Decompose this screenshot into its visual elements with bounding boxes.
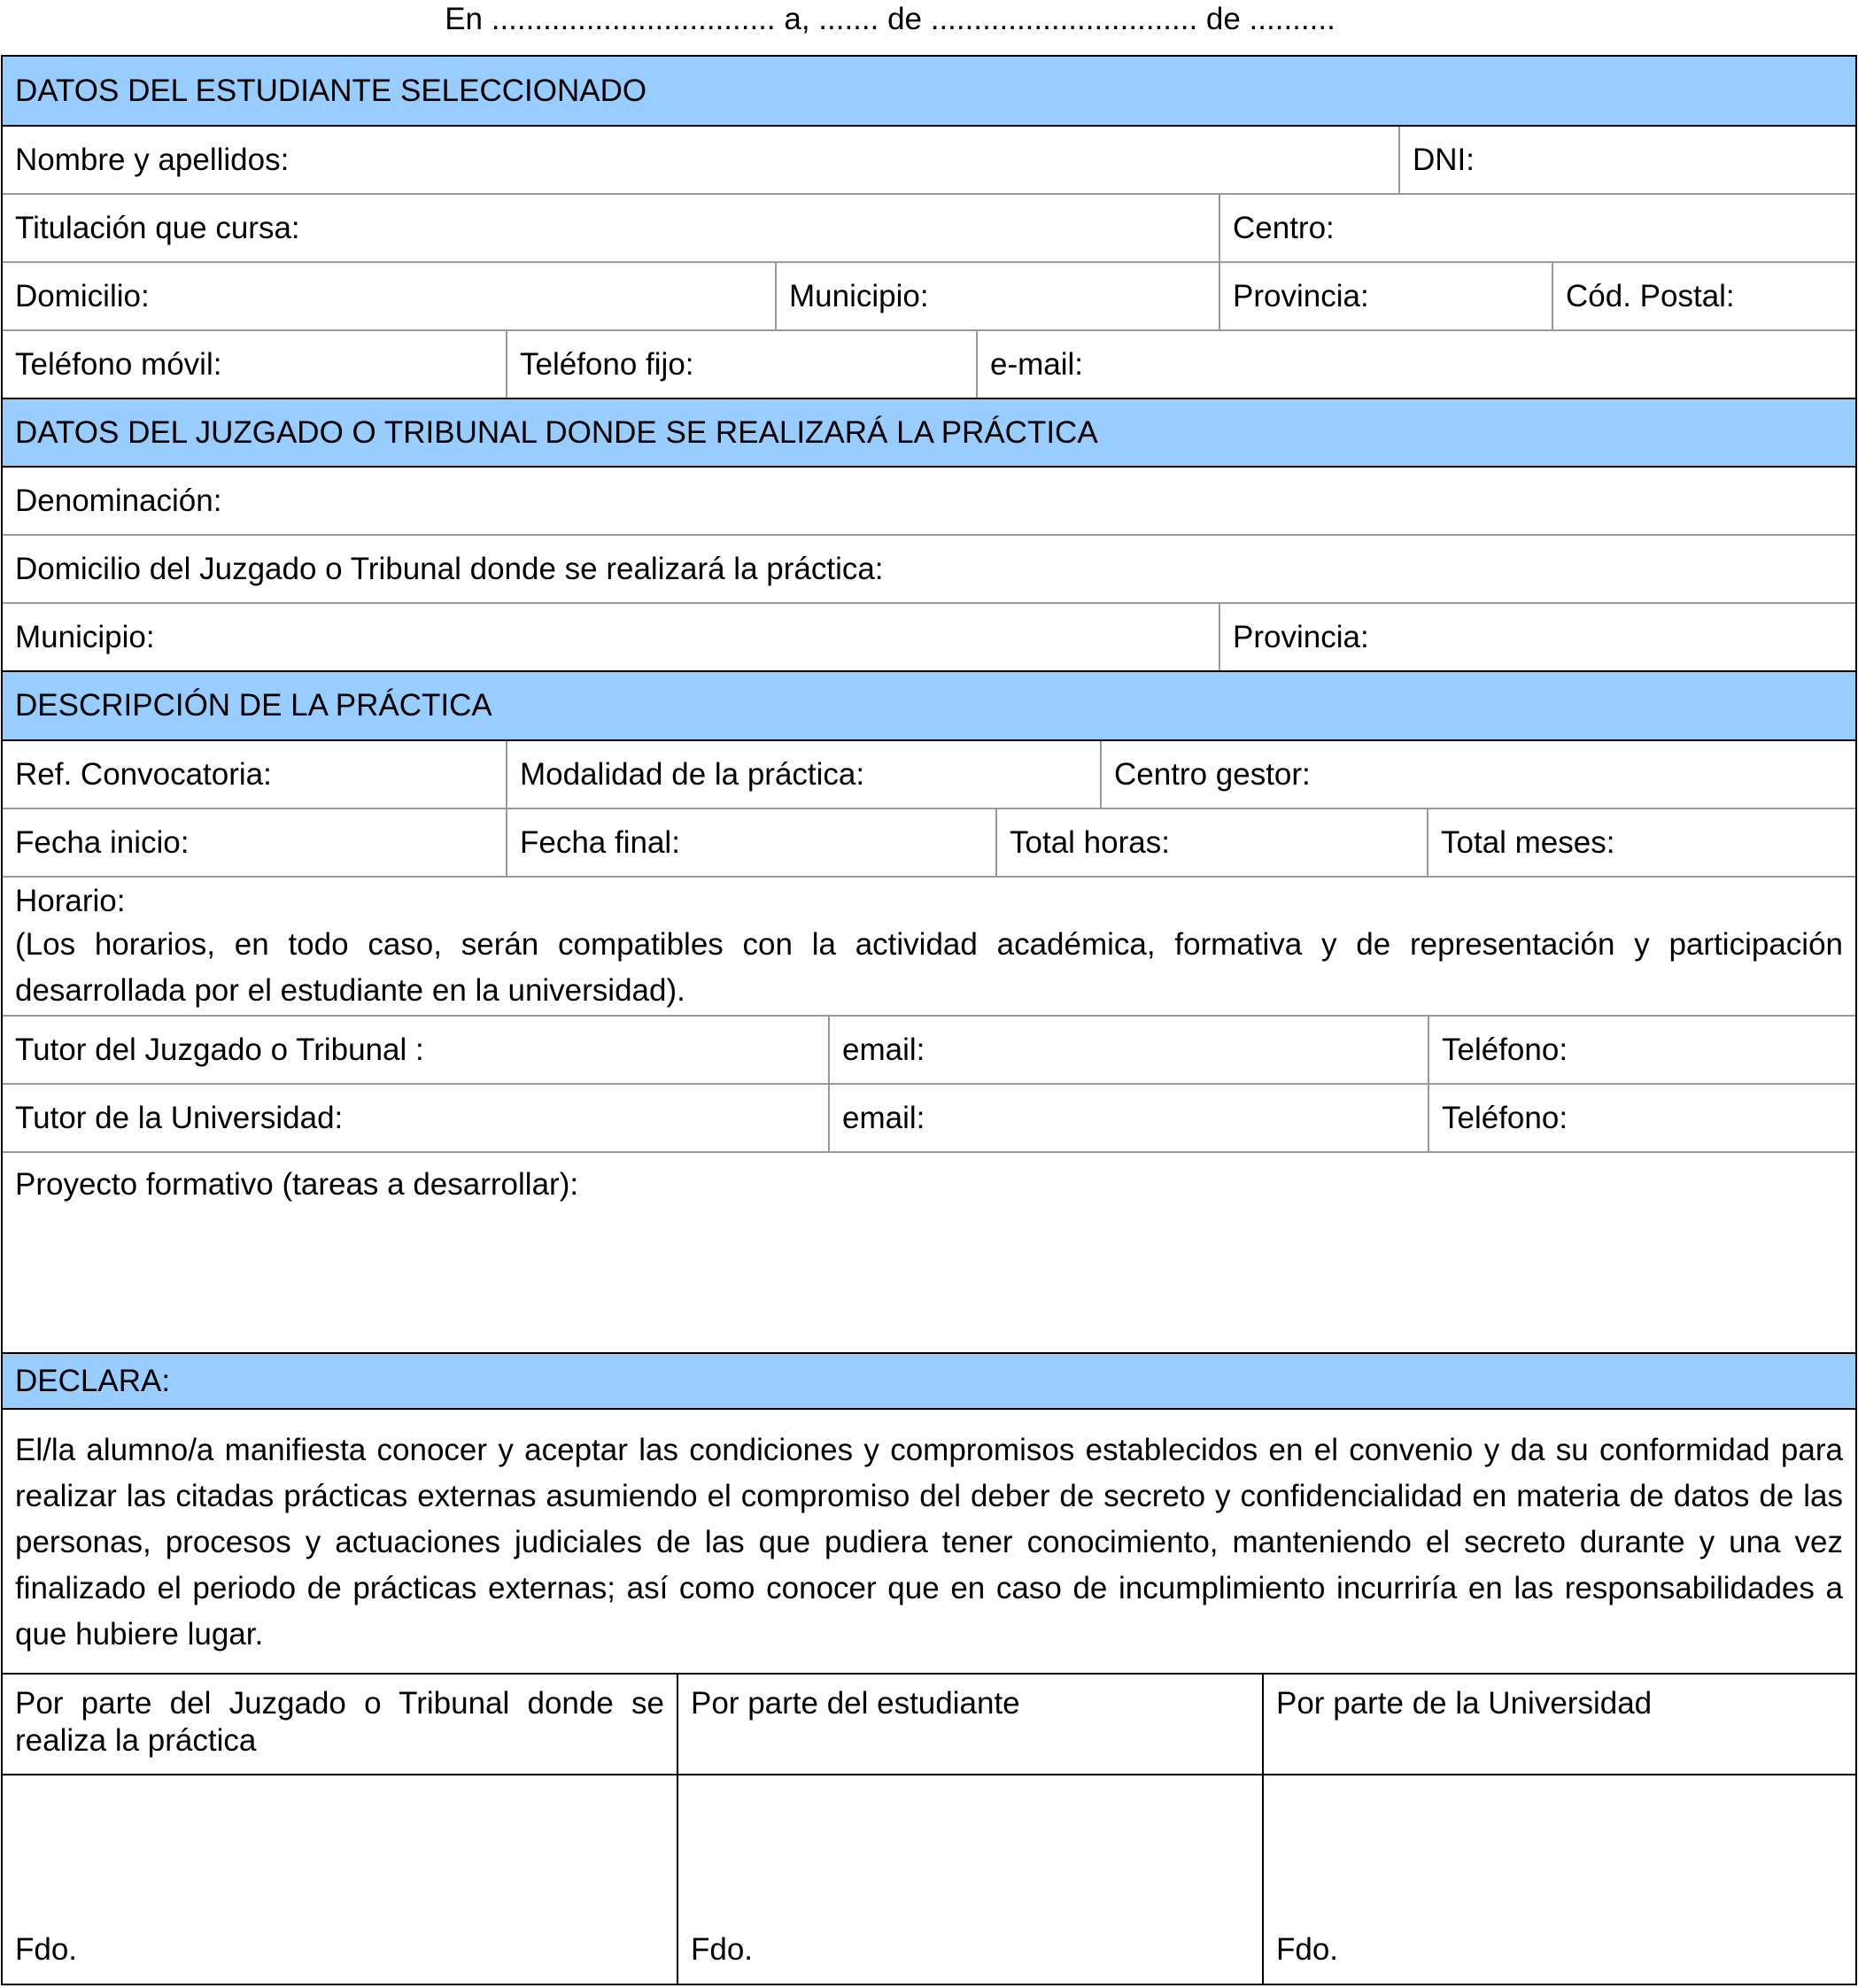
uni-tutor-field[interactable]: Tutor de la Universidad: [15, 1100, 344, 1135]
court-row-address [3, 534, 1855, 602]
practice-start-field[interactable]: Fecha inicio: [15, 824, 190, 860]
court-tutor-email-field[interactable]: email: [828, 1017, 1428, 1083]
court-tutor-phone-field[interactable]: Teléfono: [1428, 1017, 1855, 1083]
practice-mode-field[interactable]: Modalidad de la práctica: [506, 741, 1100, 808]
signature-university-label: Por parte de la Universidad [1262, 1675, 1855, 1774]
uni-tutor-phone-field[interactable]: Teléfono: [1428, 1085, 1855, 1151]
signature-labels-row [3, 1673, 1855, 1774]
court-row-name [3, 466, 1855, 534]
practice-section-header [3, 670, 1855, 739]
practice-months-field[interactable]: Total meses: [1427, 809, 1855, 876]
student-email-field[interactable]: e-mail: [976, 331, 1855, 398]
signature-court-box[interactable]: Fdo. [15, 1932, 78, 1967]
court-row-location [3, 602, 1855, 670]
student-address-field[interactable]: Domicilio: [15, 278, 150, 313]
student-dni-field[interactable]: DNI: [1398, 127, 1855, 193]
court-name-field[interactable]: Denominación: [15, 483, 222, 518]
student-row-degree [3, 193, 1855, 261]
student-degree-field[interactable]: Titulación que cursa: [15, 210, 300, 245]
signature-boxes-row [3, 1774, 1855, 1984]
practice-section-title: DESCRIPCIÓN DE LA PRÁCTICA [15, 688, 492, 723]
student-center-field[interactable]: Centro: [1219, 195, 1855, 261]
student-row-contact [3, 329, 1855, 398]
student-section-header [3, 57, 1855, 125]
student-name-field[interactable]: Nombre y apellidos: [15, 142, 290, 177]
student-row-name [3, 125, 1855, 193]
practice-row-schedule [3, 876, 1855, 1015]
practice-ref-field[interactable]: Ref. Convocatoria: [15, 756, 272, 792]
student-mobile-field[interactable]: Teléfono móvil: [15, 346, 222, 382]
uni-tutor-email-field[interactable]: email: [828, 1085, 1428, 1151]
practice-schedule-field[interactable] [3, 878, 1855, 1015]
student-municipality-field[interactable]: Municipio: [775, 263, 1219, 329]
practice-hours-field[interactable]: Total horas: [995, 809, 1427, 876]
practice-schedule-label: Horario: [15, 884, 126, 918]
declaration-section-title: DECLARA: [15, 1363, 171, 1398]
practice-row-uni-tutor [3, 1083, 1855, 1151]
practice-agreement-form [1, 55, 1857, 1985]
court-province-field[interactable]: Provincia: [1219, 604, 1855, 670]
declaration-row [3, 1408, 1855, 1673]
practice-row-dates [3, 808, 1855, 876]
student-province-field[interactable]: Provincia: [1219, 263, 1552, 329]
practice-row-ref [3, 739, 1855, 808]
court-municipality-field[interactable]: Municipio: [15, 619, 155, 654]
court-tutor-field[interactable]: Tutor del Juzgado o Tribunal : [15, 1032, 424, 1067]
practice-manager-field[interactable]: Centro gestor: [1100, 741, 1855, 808]
signature-court-label: Por parte del Juzgado o Tribunal donde se realiza la práctica [15, 1686, 664, 1758]
declaration-section-header [3, 1352, 1855, 1408]
signature-student-label: Por parte del estudiante [677, 1675, 1262, 1774]
practice-row-court-tutor [3, 1015, 1855, 1083]
practice-end-field[interactable]: Fecha final: [506, 809, 995, 876]
court-address-field[interactable]: Domicilio del Juzgado o Tribunal donde se realizará la práctica: [15, 551, 884, 586]
signature-university-box[interactable]: Fdo. [1262, 1775, 1855, 1984]
court-section-title: DATOS DEL JUZGADO O TRIBUNAL DONDE SE REALIZARÁ LA PRÁCTICA [15, 414, 1098, 450]
court-section-header [3, 398, 1855, 466]
student-landline-field[interactable]: Teléfono fijo: [506, 331, 976, 398]
signature-student-box[interactable]: Fdo. [677, 1775, 1262, 1984]
student-section-title: DATOS DEL ESTUDIANTE SELECCIONADO [15, 73, 647, 108]
student-row-address [3, 261, 1855, 329]
practice-schedule-note: (Los horarios, en todo caso, serán compatibles con la actividad académica, formativa y de representación y participación desarrollada por el estudiante en la universidad). [15, 927, 1843, 1008]
practice-row-project [3, 1151, 1855, 1352]
date-line: En ................................. a, ....... de ............................... de .......... [445, 2, 1335, 36]
student-postal-field[interactable]: Cód. Postal: [1552, 263, 1855, 329]
declaration-text: El/la alumno/a manifiesta conocer y aceptar las condiciones y compromisos establecidos en el convenio y da su conformidad para realizar las citadas prácticas externas asumiendo el compromiso del deber de secreto y confidencialidad en materia de datos de las personas, procesos y actuaciones judiciales de las que pudiera tener conocimiento, manteniendo el secreto durante y una vez finalizado el periodo de prácticas externas; así como conocer que en caso de incumplimiento incurriría en las responsabilidades a que hubiere lugar. [15, 1433, 1843, 1652]
practice-project-field[interactable]: Proyecto formativo (tareas a desarrollar): [15, 1167, 579, 1202]
